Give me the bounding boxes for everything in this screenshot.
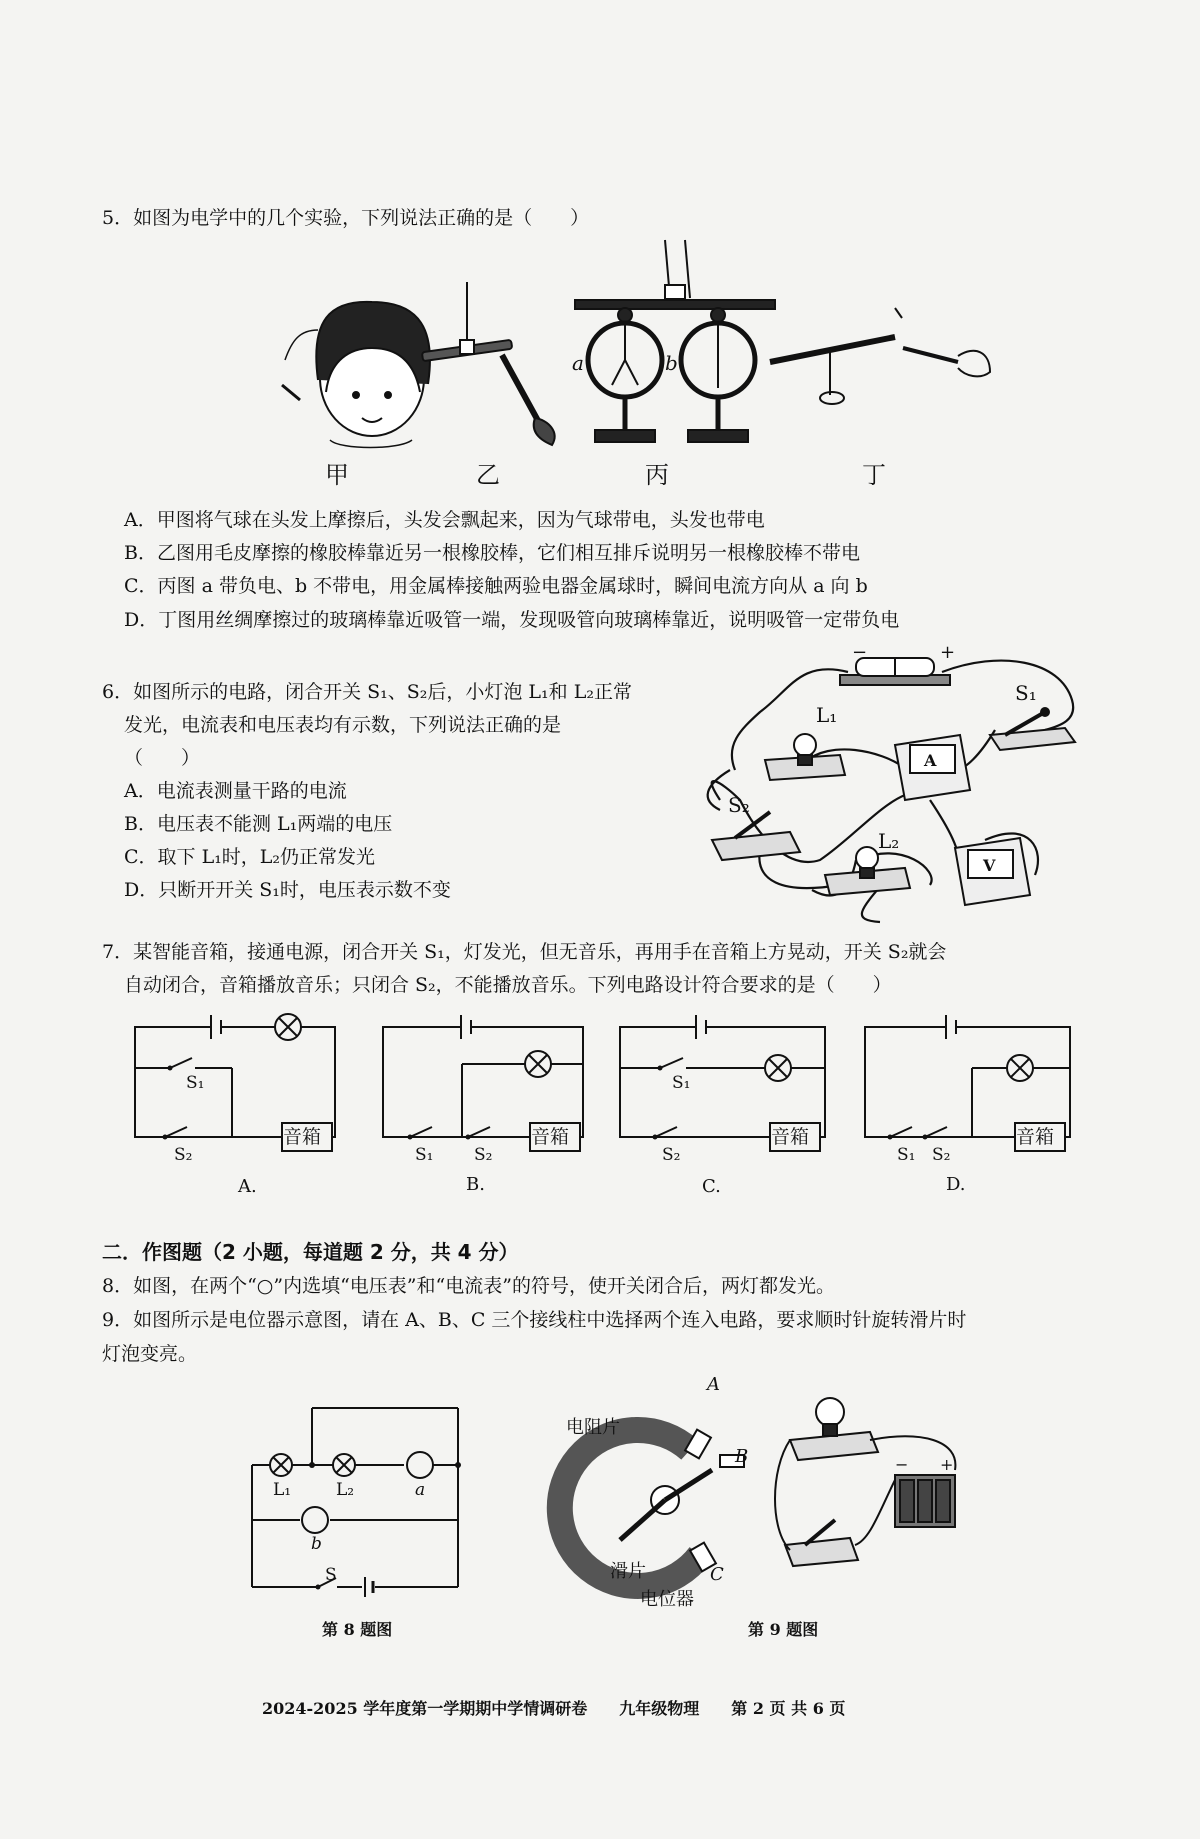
q7-choice-c: C.: [702, 1176, 721, 1197]
fig9-battery-minus: −: [895, 1455, 909, 1474]
fig8-label-a: a: [415, 1480, 426, 1500]
fig9-potentiometer: [560, 1430, 744, 1586]
q7-d-s2: S₂: [932, 1145, 951, 1165]
fig9-caption: 第 9 题图: [748, 1620, 819, 1639]
q6-battery-minus: −: [852, 642, 868, 663]
q7-d-s1: S₁: [897, 1145, 916, 1165]
q7-c-s2: S₂: [662, 1145, 681, 1165]
q5-option-d: D．丁图用丝绸摩擦过的玻璃棒靠近吸管一端，发现吸管向玻璃棒靠近，说明吸管一定带负电: [124, 609, 900, 631]
q7-a-speaker: 音箱: [283, 1126, 322, 1148]
fig9-switch: [785, 1520, 858, 1566]
fig9-battery: [895, 1475, 955, 1527]
q9-text-line1: 9．如图所示是电位器示意图，请在 A、B、C 三个接线柱中选择两个连入电路，要求顺时针旋转滑片时: [102, 1309, 967, 1331]
q5-label-a: a: [572, 351, 584, 375]
q6-label-s2: S₂: [728, 793, 750, 817]
fig9-resistor-label: 电阻片: [566, 1417, 620, 1438]
q5-option-c: C．丙图 a 带负电、b 不带电，用金属棒接触两验电器金属球时，瞬间电流方向从 a 向 b: [124, 575, 868, 597]
page-footer: 2024-2025 学年度第一学期期中学情调研卷 九年级物理 第 2 页 共 6 页: [262, 1699, 846, 1718]
fig8-label-b: b: [311, 1534, 322, 1554]
fig8-label-l2: L₂: [336, 1480, 355, 1500]
q6-battery-plus: +: [940, 642, 956, 663]
q7-c-s1: S₁: [672, 1073, 691, 1093]
fig9-name-label: 电位器: [640, 1589, 694, 1610]
q5-caption-ding: 丁: [862, 461, 886, 489]
q7-b-speaker: 音箱: [531, 1126, 570, 1148]
fig9-lamp: [790, 1398, 878, 1460]
q7-choice-a: A.: [238, 1176, 257, 1197]
q8-text: 8．如图，在两个“○”内选填“电压表”和“电流表”的符号，使开关闭合后，两灯都发光。: [102, 1275, 835, 1297]
q6-option-d: D．只断开开关 S₁时，电压表示数不变: [124, 879, 451, 901]
fig9-label-b: B: [735, 1446, 749, 1467]
q6-option-b: B．电压表不能测 L₁两端的电压: [124, 813, 393, 835]
q6-option-c: C．取下 L₁时，L₂仍正常发光: [124, 846, 376, 868]
q7-a-s1: S₁: [186, 1073, 205, 1093]
q5-caption-bing: 丙: [645, 461, 669, 489]
q5-label-b: b: [665, 351, 678, 375]
fig9-slider-label: 滑片: [610, 1561, 646, 1582]
fig8-label-s: S: [325, 1565, 337, 1585]
q6-ammeter-label: A: [924, 751, 937, 770]
q6-option-a: A．电流表测量干路的电流: [124, 780, 347, 802]
q6-label-l2: L₂: [878, 829, 900, 853]
q6-stem-line1: 6．如图所示的电路，闭合开关 S₁、S₂后，小灯泡 L₁和 L₂正常: [102, 681, 632, 703]
q5-stem: 5．如图为电学中的几个实验，下列说法正确的是（ ）: [102, 207, 590, 229]
fig9-label-c: C: [710, 1564, 724, 1585]
q5-caption-jia: 甲: [325, 461, 349, 489]
q7-stem-line1: 7．某智能音箱，接通电源，闭合开关 S₁，灯发光，但无音乐，再用手在音箱上方晃动，开关 S₂就会: [102, 941, 947, 963]
q7-b-s2: S₂: [474, 1145, 493, 1165]
q6-label-s1: S₁: [1015, 681, 1037, 705]
fig8-label-l1: L₁: [273, 1480, 292, 1500]
q7-choice-d: D.: [946, 1174, 966, 1195]
q9-text-line2: 灯泡变亮。: [102, 1343, 198, 1365]
q6-stem-line3: （ ）: [124, 747, 201, 769]
q6-label-l1: L₁: [816, 703, 838, 727]
q6-voltmeter-label: V: [983, 856, 996, 875]
q7-b-s1: S₁: [415, 1145, 434, 1165]
fig9-battery-plus: +: [940, 1455, 954, 1474]
q6-stem-line2: 发光，电流表和电压表均有示数，下列说法正确的是: [124, 714, 562, 736]
q7-choice-b: B.: [466, 1174, 485, 1195]
fig9-label-a: A: [707, 1374, 720, 1395]
fig8-caption: 第 8 题图: [322, 1620, 393, 1639]
q7-stem-line2: 自动闭合，音箱播放音乐；只闭合 S₂，不能播放音乐。下列电路设计符合要求的是（ ）: [124, 974, 892, 996]
q5-option-a: A．甲图将气球在头发上摩擦后，头发会飘起来，因为气球带电，头发也带电: [124, 509, 765, 531]
q7-d-speaker: 音箱: [1016, 1126, 1055, 1148]
q5-caption-yi: 乙: [476, 461, 500, 489]
section2-heading: 二．作图题（2 小题，每道题 2 分，共 4 分）: [102, 1240, 519, 1264]
q5-option-b: B．乙图用毛皮摩擦的橡胶棒靠近另一根橡胶棒，它们相互排斥说明另一根橡胶棒不带电: [124, 542, 860, 564]
q7-a-s2: S₂: [174, 1145, 193, 1165]
q7-c-speaker: 音箱: [771, 1126, 810, 1148]
